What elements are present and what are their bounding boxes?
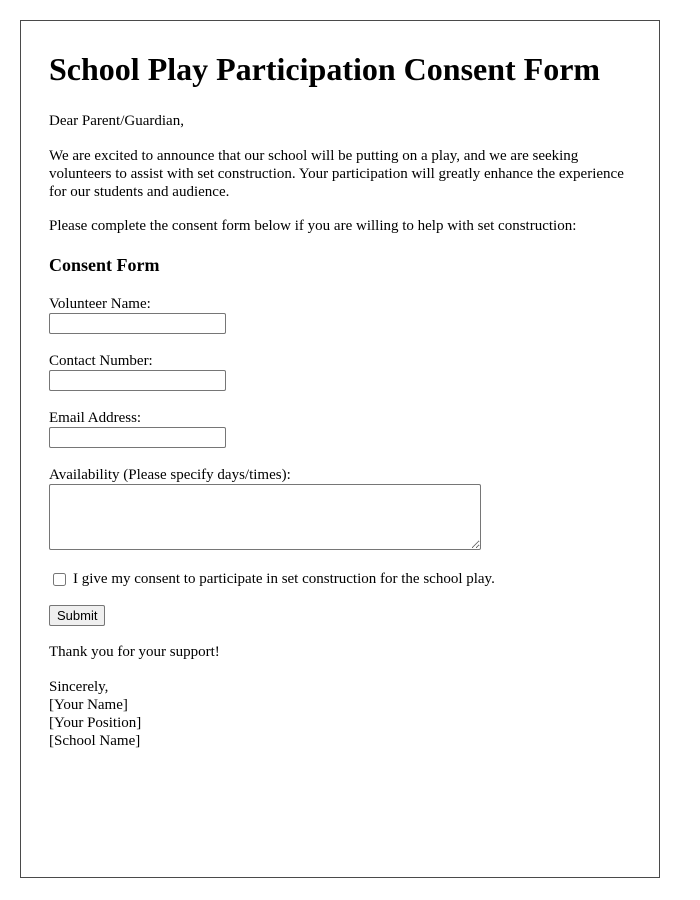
closing-block	[49, 678, 633, 750]
consent-checkbox[interactable]	[53, 573, 66, 586]
greeting-text: Dear Parent/Guardian,	[49, 113, 184, 129]
volunteer-name-label: Volunteer Name:	[49, 296, 151, 312]
submit-button[interactable]: Submit	[49, 605, 105, 626]
availability-textarea[interactable]	[49, 484, 481, 550]
availability-field-group	[49, 466, 633, 550]
page-title: School Play Participation Consent Form	[49, 51, 601, 87]
volunteer-name-field-group	[49, 295, 633, 334]
document-content	[49, 21, 633, 750]
volunteer-name-input[interactable]	[49, 313, 226, 334]
consent-form	[49, 295, 633, 626]
email-address-label: Email Address:	[49, 410, 142, 426]
document-page	[20, 20, 660, 878]
form-heading: Consent Form	[49, 255, 160, 275]
intro-paragraph: We are excited to announce that our school will be putting on a play, and we are seeking volunteers to assist with set construction. Your participation will greatly enhance the experience for our students and audience.	[49, 148, 624, 200]
closing-school: [School Name]	[49, 733, 141, 749]
email-address-input[interactable]	[49, 427, 226, 448]
contact-number-label: Contact Number:	[49, 353, 153, 369]
contact-number-field-group	[49, 352, 633, 391]
closing-position: [Your Position]	[49, 715, 142, 731]
contact-number-input[interactable]	[49, 370, 226, 391]
instructions-paragraph: Please complete the consent form below if you are willing to help with set construction:	[49, 218, 577, 234]
closing-sincerely: Sincerely,	[49, 679, 109, 695]
consent-label[interactable]: I give my consent to participate in set construction for the school play.	[73, 571, 495, 587]
closing-name: [Your Name]	[49, 697, 128, 713]
email-field-group	[49, 409, 633, 448]
thanks-text: Thank you for your support!	[49, 644, 220, 660]
availability-label: Availability (Please specify days/times):	[49, 467, 291, 483]
consent-row	[49, 570, 633, 588]
